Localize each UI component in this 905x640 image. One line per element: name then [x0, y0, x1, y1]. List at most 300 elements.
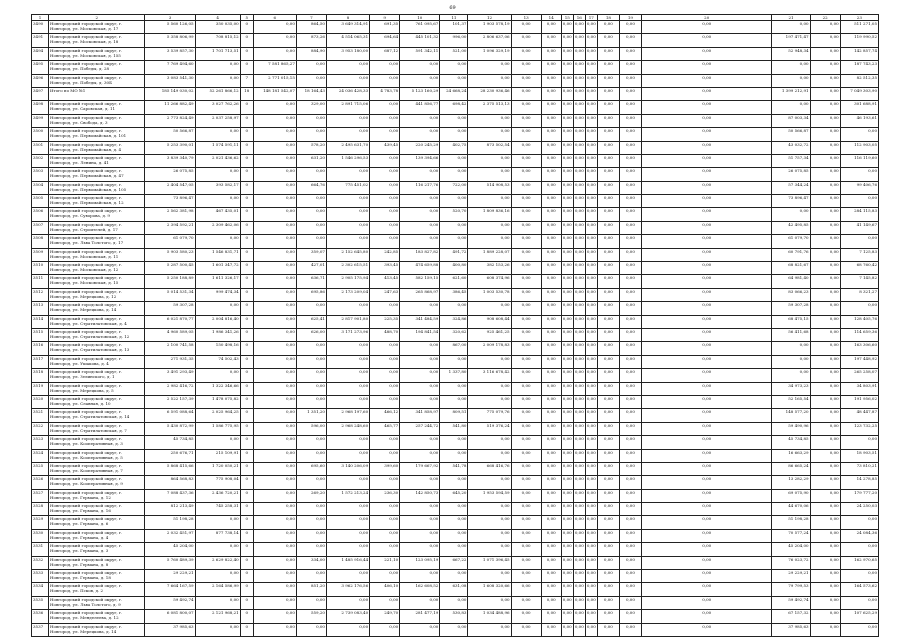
- table-cell: 0,00: [619, 288, 641, 301]
- table-cell: 908 608,44: [468, 315, 511, 328]
- table-cell: 0,00: [253, 21, 296, 34]
- table-cell: 148 577,20: [772, 409, 810, 422]
- table-cell: 0,00: [400, 449, 440, 462]
- table-cell: 68 821,67: [772, 262, 810, 275]
- column-number: 19: [619, 15, 641, 21]
- table-cell: 0,00: [296, 503, 326, 516]
- table-cell: 0,00: [440, 516, 468, 529]
- table-cell: 0,00: [370, 181, 400, 194]
- table-cell: 0,00: [370, 436, 400, 449]
- table-cell: 29 229,21: [772, 570, 810, 583]
- table-cell: 0,00: [468, 168, 511, 181]
- table-cell: 0,00: [619, 409, 641, 422]
- table-cell: 0,00: [597, 543, 619, 556]
- table-cell: 0,00: [585, 154, 597, 167]
- table-cell: 0,00: [810, 315, 840, 328]
- table-cell: 0,00: [511, 623, 541, 636]
- table-cell: 0,00: [370, 128, 400, 141]
- address-cell: Новгородский городской округ, г. Новгород, ул. Германа, д. 4: [49, 529, 145, 542]
- table-row: [32, 476, 879, 489]
- table-cell: 0,00: [468, 476, 511, 489]
- table-cell: 0,00: [195, 623, 240, 636]
- table-cell: 0,00: [253, 355, 296, 368]
- table-cell: 0,00: [810, 382, 840, 395]
- row-number: 3501: [32, 141, 49, 154]
- table-cell: 185 149 030,02: [145, 87, 195, 100]
- table-cell: 7 125,83: [840, 248, 878, 261]
- table-cell: 0,00: [772, 21, 810, 34]
- table-cell: 257 244,72: [400, 422, 440, 435]
- table-cell: 4 514 065,31: [326, 34, 369, 47]
- table-cell: 0,00: [641, 596, 771, 609]
- table-cell: 0,00: [597, 355, 619, 368]
- table-cell: 3 171 273,96: [326, 328, 369, 341]
- table-cell: 0,00: [511, 395, 541, 408]
- table-cell: 0,00: [619, 476, 641, 489]
- table-row: [32, 462, 879, 475]
- table-cell: 591 342,11: [400, 47, 440, 60]
- table-cell: 123 732,25: [840, 422, 878, 435]
- table-cell: 0,00: [370, 154, 400, 167]
- table-cell: 197 448,92: [840, 355, 878, 368]
- table-cell: 0,00: [619, 181, 641, 194]
- table-cell: 0,00: [597, 529, 619, 542]
- table-cell: 0: [240, 342, 253, 355]
- table-cell: 0,00: [641, 141, 771, 154]
- table-cell: 0,00: [253, 623, 296, 636]
- table-cell: 52 948,34: [772, 47, 810, 60]
- table-cell: 0,00: [326, 529, 369, 542]
- table-cell: 722,00: [440, 181, 468, 194]
- table-cell: 0,00: [370, 342, 400, 355]
- table-cell: 225,35: [370, 315, 400, 328]
- table-cell: 0,00: [541, 141, 561, 154]
- table-cell: 1 034 488,96: [468, 610, 511, 623]
- table-cell: 0,00: [641, 610, 771, 623]
- table-cell: 67 157,32: [772, 610, 810, 623]
- table-cell: 43 032,72: [772, 141, 810, 154]
- table-cell: 2 037 258,97: [195, 114, 240, 127]
- table-cell: 0,00: [440, 195, 468, 208]
- table-cell: 0,00: [296, 623, 326, 636]
- table-cell: 0,00: [597, 195, 619, 208]
- table-cell: 0: [240, 476, 253, 489]
- table-cell: 0,00: [253, 436, 296, 449]
- table-row: [32, 422, 879, 435]
- table-cell: 0,00: [619, 529, 641, 542]
- table-cell: 0,00: [326, 302, 369, 315]
- table-cell: 0,00: [810, 516, 840, 529]
- table-cell: 0,00: [585, 262, 597, 275]
- table-cell: 0,00: [641, 235, 771, 248]
- table-cell: 0,00: [511, 114, 541, 127]
- table-cell: 0: [240, 516, 253, 529]
- table-cell: 0,00: [468, 195, 511, 208]
- table-cell: 0,00: [468, 61, 511, 74]
- table-cell: 0,00: [468, 221, 511, 234]
- table-cell: 59 490,96: [772, 422, 810, 435]
- table-cell: 3 140 206,09: [326, 462, 369, 475]
- column-number: 3: [145, 15, 195, 21]
- row-number: 3499: [32, 114, 49, 127]
- table-cell: 0,00: [400, 516, 440, 529]
- table-cell: 559,20: [296, 610, 326, 623]
- table-cell: 1 601 347,72: [195, 262, 240, 275]
- table-cell: 1 003 530,78: [468, 288, 511, 301]
- table-cell: 0,00: [511, 141, 541, 154]
- table-cell: 0,00: [195, 128, 240, 141]
- table-cell: 0,00: [253, 262, 296, 275]
- table-cell: 0,00: [511, 208, 541, 221]
- table-row: [32, 489, 879, 502]
- row-number: 3523: [32, 436, 49, 449]
- table-cell: 0,00: [511, 422, 541, 435]
- table-cell: 0,00: [585, 168, 597, 181]
- address-cell: Новгородский городской округ, г. Новгород, ул. Мерецкова, д. 5: [49, 382, 145, 395]
- table-cell: 0,00: [541, 436, 561, 449]
- table-cell: 2 562 381,98: [145, 208, 195, 221]
- table-cell: 0,00: [561, 208, 573, 221]
- table-cell: 0,00: [573, 114, 585, 127]
- table-cell: 0,00: [541, 47, 561, 60]
- table-cell: 0,00: [573, 369, 585, 382]
- table-cell: 0,00: [561, 529, 573, 542]
- column-number: 8: [326, 15, 369, 21]
- table-cell: 0,00: [326, 570, 369, 583]
- table-row: [32, 556, 879, 569]
- table-cell: 0,00: [641, 262, 771, 275]
- table-cell: 0,00: [810, 556, 840, 569]
- table-cell: 2 771 015,15: [253, 74, 296, 87]
- table-cell: 0,00: [511, 34, 541, 47]
- column-number: 10: [400, 15, 440, 21]
- table-cell: 0,00: [511, 128, 541, 141]
- table-cell: 3 027 762,26: [195, 101, 240, 114]
- table-cell: 0,00: [561, 409, 573, 422]
- table-cell: 0,00: [440, 74, 468, 87]
- table-cell: 775 908,04: [195, 476, 240, 489]
- table-cell: 0,00: [585, 583, 597, 596]
- table-cell: 0,00: [400, 74, 440, 87]
- table-cell: 0,00: [561, 610, 573, 623]
- table-cell: 1 572 213,24: [326, 489, 369, 502]
- table-cell: 0,00: [400, 208, 440, 221]
- table-cell: 0,00: [253, 47, 296, 60]
- table-cell: 139 394,66: [400, 154, 440, 167]
- table-cell: 0,00: [326, 235, 369, 248]
- table-cell: 220 245,29: [400, 141, 440, 154]
- table-cell: 0,00: [541, 221, 561, 234]
- table-cell: 3 083 541,30: [145, 74, 195, 87]
- table-cell: 0,00: [585, 47, 597, 60]
- table-cell: 0,00: [772, 101, 810, 114]
- table-cell: 0,00: [370, 516, 400, 529]
- table-cell: 0,00: [840, 436, 878, 449]
- table-cell: 0,00: [561, 516, 573, 529]
- table-cell: 867,00: [440, 342, 468, 355]
- table-cell: 0,00: [511, 275, 541, 288]
- table-cell: 0,00: [641, 529, 771, 542]
- table-cell: 0,00: [370, 221, 400, 234]
- table-cell: 0,00: [326, 61, 369, 74]
- table-cell: 0,00: [597, 221, 619, 234]
- table-cell: 0,00: [810, 449, 840, 462]
- table-cell: 24 250,03: [840, 503, 878, 516]
- table-cell: 0,00: [468, 154, 511, 167]
- table-cell: 0,00: [440, 596, 468, 609]
- table-cell: 0,00: [561, 47, 573, 60]
- table-cell: 16 663,29: [772, 449, 810, 462]
- table-cell: 57 344,24: [772, 181, 810, 194]
- table-cell: 0,00: [511, 556, 541, 569]
- table-cell: 0,00: [468, 449, 511, 462]
- table-cell: 0,00: [810, 302, 840, 315]
- table-cell: 0,00: [772, 355, 810, 368]
- table-cell: 996,00: [440, 34, 468, 47]
- table-cell: 0,00: [641, 87, 771, 100]
- table-cell: 0,00: [641, 409, 771, 422]
- table-cell: 0,00: [326, 128, 369, 141]
- table-cell: 0,00: [619, 208, 641, 221]
- table-cell: 350 035,00: [195, 21, 240, 34]
- table-cell: 0: [240, 141, 253, 154]
- table-cell: 0,00: [511, 355, 541, 368]
- table-cell: 2 375 513,13: [468, 101, 511, 114]
- table-cell: 0,00: [561, 262, 573, 275]
- table-row: [32, 87, 879, 100]
- table-cell: 0,00: [840, 543, 878, 556]
- table-cell: 0,00: [440, 436, 468, 449]
- table-cell: 2 739 083,40: [326, 610, 369, 623]
- table-cell: 329,00: [296, 101, 326, 114]
- table-cell: 0,00: [541, 21, 561, 34]
- table-cell: 0,00: [810, 543, 840, 556]
- table-cell: 0,00: [296, 369, 326, 382]
- table-row: [32, 235, 879, 248]
- table-cell: 0,00: [641, 395, 771, 408]
- table-cell: 37 985,63: [772, 623, 810, 636]
- table-cell: 2 522 157,39: [145, 395, 195, 408]
- table-cell: 2 436 720,21: [195, 489, 240, 502]
- table-cell: 3 491 293,49: [145, 369, 195, 382]
- table-cell: 0,00: [573, 462, 585, 475]
- table-cell: 7 769 494,60: [145, 61, 195, 74]
- table-cell: 873 502,54: [468, 141, 511, 154]
- table-cell: 247,63: [370, 288, 400, 301]
- table-cell: 0,00: [585, 195, 597, 208]
- table-cell: 0,00: [585, 328, 597, 341]
- table-cell: 0,00: [619, 503, 641, 516]
- table-cell: 0,00: [585, 596, 597, 609]
- table-cell: 0,00: [585, 449, 597, 462]
- table-cell: 0,00: [511, 543, 541, 556]
- table-cell: 281 477,19: [400, 610, 440, 623]
- table-cell: 0,00: [810, 355, 840, 368]
- row-number: 3496: [32, 74, 49, 87]
- table-cell: 0,00: [619, 34, 641, 47]
- table-cell: 0: [240, 315, 253, 328]
- address-cell: Новгородский городской округ, г. Новгород, ул. Свобода, д. 3: [49, 114, 145, 127]
- table-cell: 0,00: [597, 596, 619, 609]
- table-cell: 0,00: [810, 409, 840, 422]
- table-cell: 0,00: [511, 235, 541, 248]
- address-cell: Новгородский городской округ, г. Новгород, ул. Ленина, д. 41: [49, 154, 145, 167]
- table-cell: 0: [240, 302, 253, 315]
- table-cell: 0,00: [619, 61, 641, 74]
- table-cell: 0,00: [326, 114, 369, 127]
- table-cell: 2 982 416,72: [145, 382, 195, 395]
- table-cell: 0,00: [253, 476, 296, 489]
- table-cell: 70 577,24: [772, 529, 810, 542]
- table-cell: 0,00: [541, 583, 561, 596]
- table-cell: 0,00: [253, 369, 296, 382]
- table-cell: 24 668,24: [440, 87, 468, 100]
- table-cell: 0,00: [296, 74, 326, 87]
- table-cell: 0,00: [561, 168, 573, 181]
- table-cell: 0,00: [541, 315, 561, 328]
- table-cell: 3 962 176,56: [326, 583, 369, 596]
- row-number: 3497: [32, 87, 49, 100]
- table-cell: 608 374,96: [468, 275, 511, 288]
- table-cell: 0,00: [641, 168, 771, 181]
- table-cell: 179 667,92: [400, 462, 440, 475]
- table-cell: 0,00: [541, 355, 561, 368]
- table-cell: 0,00: [326, 195, 369, 208]
- table-cell: 0,00: [810, 61, 840, 74]
- table-cell: 0,00: [641, 128, 771, 141]
- table-row: [32, 395, 879, 408]
- table-cell: 18: [240, 87, 253, 100]
- table-cell: 26 075,85: [772, 168, 810, 181]
- table-cell: 0,00: [440, 235, 468, 248]
- address-cell: Новгородский городской округ, г. Новгород, ул. Германа, д. 6: [49, 516, 145, 529]
- table-row: [32, 114, 879, 127]
- table-cell: 0,00: [619, 355, 641, 368]
- table-cell: 0,00: [585, 61, 597, 74]
- table-cell: 0,00: [400, 476, 440, 489]
- address-cell: Новгородский городской округ, г. Новгород, ул. Мерецкова, д. 14: [49, 623, 145, 636]
- table-cell: 0,00: [253, 422, 296, 435]
- table-cell: 0,00: [561, 570, 573, 583]
- table-cell: 0,00: [561, 101, 573, 114]
- table-cell: 0,00: [573, 489, 585, 502]
- table-cell: 187 743,23: [840, 61, 878, 74]
- table-cell: 0,00: [573, 596, 585, 609]
- table-cell: 73 896,47: [145, 195, 195, 208]
- table-cell: 0,00: [541, 74, 561, 87]
- table-cell: 0,00: [561, 34, 573, 47]
- table-cell: 393,45: [370, 262, 400, 275]
- table-cell: 0,00: [326, 596, 369, 609]
- table-cell: 0,00: [619, 489, 641, 502]
- table-cell: 0,00: [641, 275, 771, 288]
- table-cell: 0,00: [840, 302, 878, 315]
- table-cell: 0,00: [585, 315, 597, 328]
- address-cell: Новгородский городской округ, г. Новгород, ул. Ушакова, д. 4: [49, 355, 145, 368]
- row-number: 3531: [32, 543, 49, 556]
- table-cell: 0,00: [440, 114, 468, 127]
- row-number: 3526: [32, 476, 49, 489]
- table-cell: 0,00: [561, 21, 573, 34]
- table-cell: 7: [240, 74, 253, 87]
- table-cell: 0,00: [641, 623, 771, 636]
- table-cell: 0,00: [326, 623, 369, 636]
- table-cell: 64 981,40: [772, 275, 810, 288]
- table-cell: 0: [240, 235, 253, 248]
- table-cell: 0,00: [597, 141, 619, 154]
- table-cell: 5 760 489,39: [145, 556, 195, 569]
- table-cell: 74 502,43: [195, 355, 240, 368]
- table-cell: 0,00: [573, 382, 585, 395]
- table-cell: 0,00: [810, 369, 840, 382]
- table-cell: 0,00: [195, 596, 240, 609]
- table-cell: 0,00: [619, 128, 641, 141]
- table-cell: 0,00: [619, 570, 641, 583]
- table-cell: 0,00: [253, 315, 296, 328]
- table-cell: 0,00: [597, 610, 619, 623]
- table-cell: 0,00: [585, 288, 597, 301]
- table-cell: 0,00: [641, 302, 771, 315]
- table-cell: 2 302 615,51: [326, 262, 369, 275]
- table-cell: 116 217,76: [400, 181, 440, 194]
- table-cell: 698,42: [440, 101, 468, 114]
- table-cell: 0,00: [440, 476, 468, 489]
- table-cell: 0,00: [541, 556, 561, 569]
- table-cell: 0,00: [541, 422, 561, 435]
- table-cell: 0,00: [573, 221, 585, 234]
- table-cell: 0: [240, 195, 253, 208]
- table-cell: 0,00: [561, 583, 573, 596]
- table-cell: 0,00: [370, 543, 400, 556]
- address-cell: Новгородский городской округ, г. Новгород, ул. Первомайская, д. 12: [49, 195, 145, 208]
- table-cell: 0,00: [810, 34, 840, 47]
- table-cell: 2 968 248,60: [326, 422, 369, 435]
- table-cell: 0,00: [541, 248, 561, 261]
- table-row: [32, 288, 879, 301]
- table-cell: 0: [240, 503, 253, 516]
- table-cell: 0,00: [195, 436, 240, 449]
- table-cell: 2 021 436,62: [195, 154, 240, 167]
- table-cell: 0,00: [772, 74, 810, 87]
- address-cell: Новгородский городской округ, г. Новгород, ул. Германа, д. 18: [49, 570, 145, 583]
- row-number: 3532: [32, 556, 49, 569]
- table-cell: 7 049 303,90: [840, 87, 878, 100]
- table-cell: 0,00: [641, 422, 771, 435]
- table-cell: 0,00: [561, 476, 573, 489]
- table-cell: 0,00: [511, 21, 541, 34]
- table-cell: 0,00: [840, 623, 878, 636]
- table-cell: 0,00: [253, 248, 296, 261]
- table-cell: 708 815,12: [195, 34, 240, 47]
- table-cell: 0: [240, 436, 253, 449]
- table-cell: 0,00: [810, 328, 840, 341]
- table-cell: 0,00: [641, 342, 771, 355]
- table-cell: 0,00: [440, 395, 468, 408]
- table-cell: 5 250 188,89: [145, 275, 195, 288]
- table-cell: 2 004 816,40: [195, 315, 240, 328]
- table-cell: 4 960 589,05: [145, 328, 195, 341]
- table-cell: 341 484,59: [400, 315, 440, 328]
- table-cell: 0,00: [619, 382, 641, 395]
- table-cell: 0,00: [511, 87, 541, 100]
- table-cell: 0,00: [370, 208, 400, 221]
- table-cell: 0,00: [573, 449, 585, 462]
- table-cell: 0,00: [810, 101, 840, 114]
- table-cell: 0: [240, 382, 253, 395]
- table-cell: 1 574 591,11: [195, 141, 240, 154]
- table-cell: 0,00: [597, 302, 619, 315]
- table-cell: 0,00: [810, 168, 840, 181]
